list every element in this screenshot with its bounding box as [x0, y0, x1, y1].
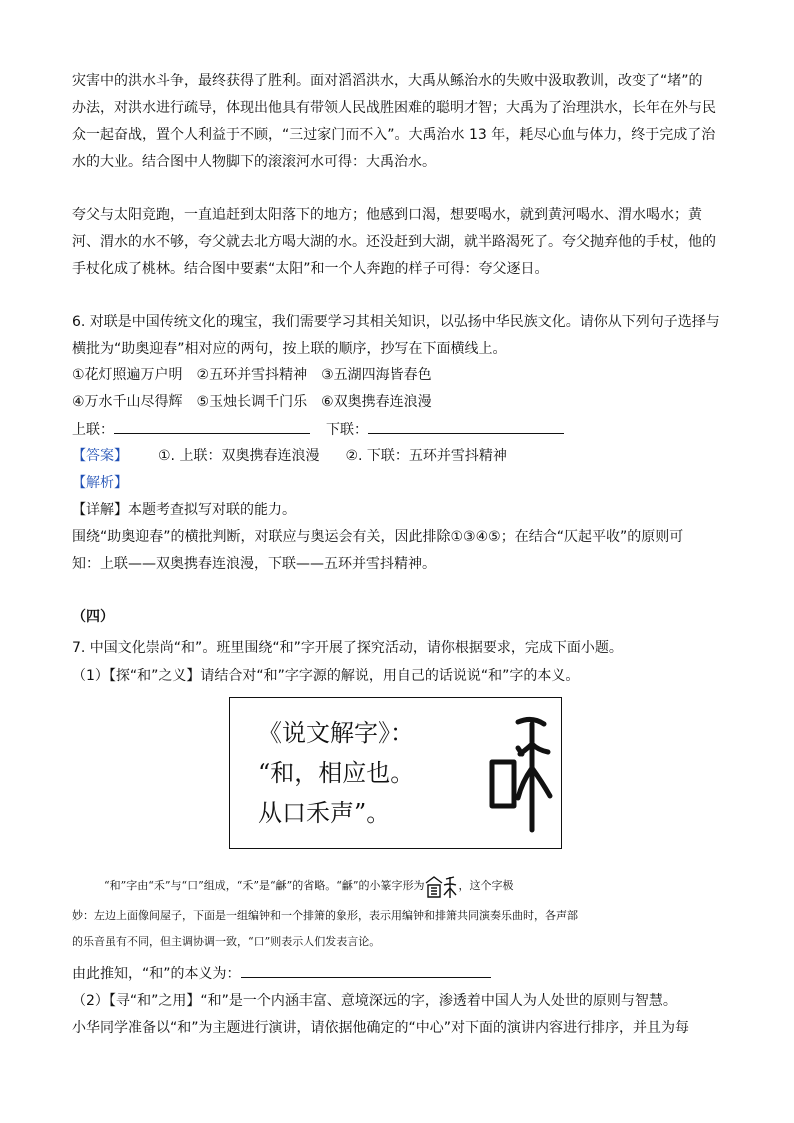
seal-script-he-image — [488, 714, 554, 836]
text-line: 河、渭水的水不够，夸父就去北方喝大湖的水。还没赶到大湖，就半路渴死了。夸父抛弃他的手杖，他的 — [72, 234, 716, 250]
seal-script-he-variant-image — [424, 873, 458, 899]
inference-row — [72, 963, 491, 984]
question-stem: 6. 对联是中国传统文化的瑰宝，我们需要学习其相关知识，以弘扬中华民族文化。请你从下列句子选择与 — [72, 314, 720, 330]
text-line: 夸父与太阳竞跑，一直追赶到太阳落下的地方；他感到口渴，想要喝水，就到黄河喝水、渭水喝水；黄 — [72, 207, 702, 223]
explanation-line: 知：上联——双奥携春连浪漫，下联——五环并雪抖精神。 — [72, 556, 436, 572]
note-line — [72, 873, 513, 899]
text-line: 手杖化成了桃林。结合图中要素“太阳”和一个人奔跑的样子可得：夸父逐日。 — [72, 261, 549, 277]
upper-blank[interactable] — [114, 419, 310, 434]
quote-line: 从口禾声”。 — [258, 799, 391, 827]
note-line: 的乐音虽有不同，但主调协调一致，“口”则表示人们发表言论。 — [72, 935, 381, 948]
lower-blank[interactable] — [368, 419, 564, 434]
text-line: 众一起奋战，置个人利益于不顾，“三过家门而不入”。大禹治水 13 年，耗尽心血与体力，终于完成了治 — [72, 127, 716, 143]
section-heading: （四） — [72, 609, 114, 625]
question-stem: 横批为“助奥迎春”相对应的两句，按上联的顺序，抄写在下面横线上。 — [72, 341, 507, 357]
analysis-tag: 【解析】 — [72, 475, 128, 491]
quote-line: 《说文解字》： — [258, 719, 414, 747]
text-line: 办法，对洪水进行疏导，体现出他具有带领人民战胜困难的聪明才智；大禹为了治理洪水，长年在外与民 — [72, 100, 716, 116]
detail-line: 【详解】本题考查拟写对联的能力。 — [72, 502, 296, 518]
subquestion-2-cont: 小华同学准备以“和”为主题进行演讲，请依据他确定的“中心”对下面的演讲内容进行排序，并且为每 — [72, 1020, 690, 1036]
answer-blanks — [72, 419, 564, 440]
upper-label: 上联： — [72, 422, 114, 438]
subquestion-2: （2）【寻“和”之用】“和”是一个内涵丰富、意境深远的字，渗透着中国人为人处世的原则与智慧。 — [72, 993, 677, 1009]
note-text-tail: ，这个字极 — [458, 879, 514, 892]
option-list: ①花灯照遍万户明 ②五环并雪抖精神 ③五湖四海皆春色 — [72, 367, 432, 383]
answer-row — [72, 446, 507, 466]
text-line: 水的大业。结合图中人物脚下的滚滚河水可得：大禹治水。 — [72, 154, 436, 170]
answer-tag: 【答案】 — [72, 448, 128, 464]
subquestion-1: （1）【探“和”之义】请结合对“和”字字源的解说，用自己的话说说“和”字的本义。 — [72, 668, 580, 684]
option-list: ④万水千山尽得辉 ⑤玉烛长调千门乐 ⑥双奥携春连浪漫 — [72, 394, 432, 410]
text-line: 灾害中的洪水斗争，最终获得了胜利。面对滔滔洪水，大禹从鲧治水的失败中汲取教训，改变了“堵”的 — [72, 73, 703, 89]
quote-line: “和，相应也。 — [258, 759, 415, 787]
shuowen-quote-box — [229, 697, 562, 849]
answer-1: ①. 上联：双奥携春连浪漫 — [158, 448, 320, 464]
question-7-stem: 7. 中国文化崇尚“和”。班里围绕“和”字开展了探究活动，请你根据要求，完成下面小题。 — [72, 640, 623, 656]
lower-label: 下联： — [326, 422, 368, 438]
inference-label: 由此推知，“和”的本义为： — [72, 966, 241, 982]
answer-2: ②. 下联：五环并雪抖精神 — [345, 448, 507, 464]
explanation-line: 围绕“助奥迎春”的横批判断，对联应与奥运会有关，因此排除①③④⑤；在结合“仄起平收”的原则可 — [72, 529, 684, 545]
note-line: 妙：左边上面像间屋子，下面是一组编钟和一个排箫的象形，表示用编钟和排箫共同演奏乐曲时，各声部 — [72, 909, 578, 922]
note-text: “和”字由“禾”与“口”组成，“禾”是“龢”的省略。“龢”的小篆字形为 — [104, 879, 425, 892]
inference-blank[interactable] — [241, 963, 491, 978]
